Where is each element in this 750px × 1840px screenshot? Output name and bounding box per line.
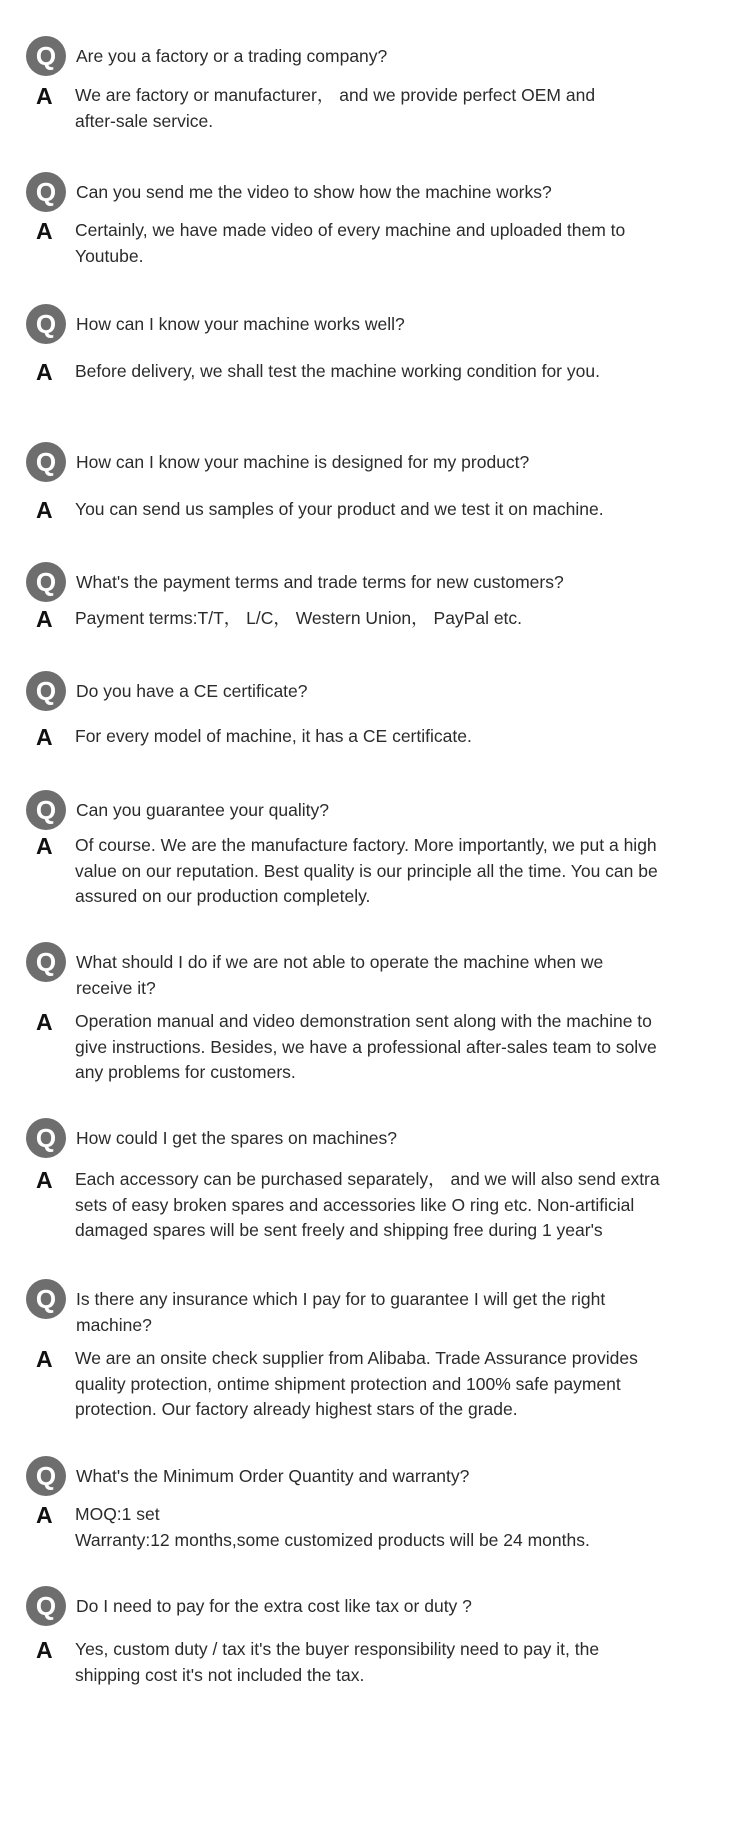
question-text: What should I do if we are not able to operate the machine when we receive it? xyxy=(76,952,604,998)
answer-mark: A xyxy=(36,1009,53,1035)
answer-text: For every model of machine, it has a CE certificate. xyxy=(75,726,472,746)
question-text: Do you have a CE certificate? xyxy=(76,681,308,701)
answer-text: Operation manual and video demonstration sent along with the machine to give instructions. Besides, we have a professional after-sales team to solve any problems for customers. xyxy=(75,1011,657,1082)
question-text: Are you a factory or a trading company? xyxy=(76,46,388,66)
question-text: What's the payment terms and trade terms for new customers? xyxy=(76,572,564,592)
question-badge-icon: Q xyxy=(26,1118,66,1158)
answer-text: Of course. We are the manufacture factory. More importantly, we put a high value on our reputation. Best quality is our principle all the time. You can be assured on our production completely. xyxy=(75,835,658,906)
question-text: How can I know your machine is designed for my product? xyxy=(76,452,530,472)
answer-text: MOQ:1 set Warranty:12 months,some customized products will be 24 months. xyxy=(75,1504,590,1550)
answer-text: You can send us samples of your product and we test it on machine. xyxy=(75,499,604,519)
answer-text: Payment terms:T/T， L/C， Western Union， PayPal etc. xyxy=(75,608,523,628)
question-badge-icon: Q xyxy=(26,671,66,711)
question-badge-icon: Q xyxy=(26,172,66,212)
question-text: Is there any insurance which I pay for to guarantee I will get the right machine? xyxy=(76,1289,606,1335)
question-badge-icon: Q xyxy=(26,942,66,982)
question-badge-icon: Q xyxy=(26,1279,66,1319)
question-text: Can you guarantee your quality? xyxy=(76,800,329,820)
answer-mark: A xyxy=(36,724,53,750)
answer-mark: A xyxy=(36,1167,53,1193)
question-badge-icon: Q xyxy=(26,1456,66,1496)
question-text: How can I know your machine works well? xyxy=(76,314,405,334)
answer-mark: A xyxy=(36,606,53,632)
answer-text: Yes, custom duty / tax it's the buyer responsibility need to pay it, the shipping cost it's not included the tax. xyxy=(75,1639,600,1685)
question-badge-icon: Q xyxy=(26,790,66,830)
answer-text: Before delivery, we shall test the machine working condition for you. xyxy=(75,361,600,381)
answer-mark: A xyxy=(36,359,53,385)
question-text: What's the Minimum Order Quantity and warranty? xyxy=(76,1466,470,1486)
answer-mark: A xyxy=(36,1502,53,1528)
answer-text: Certainly, we have made video of every machine and uploaded them to Youtube. xyxy=(75,220,626,266)
question-badge-icon: Q xyxy=(26,1586,66,1626)
answer-mark: A xyxy=(36,218,53,244)
answer-mark: A xyxy=(36,497,53,523)
answer-text: We are factory or manufacturer， and we provide perfect OEM and after-sale service. xyxy=(75,85,596,131)
answer-mark: A xyxy=(36,833,53,859)
question-text: Do I need to pay for the extra cost like tax or duty ? xyxy=(76,1596,472,1616)
question-text: How could I get the spares on machines? xyxy=(76,1128,398,1148)
question-badge-icon: Q xyxy=(26,304,66,344)
answer-mark: A xyxy=(36,1637,53,1663)
question-badge-icon: Q xyxy=(26,562,66,602)
answer-mark: A xyxy=(36,83,53,109)
answer-text: Each accessory can be purchased separately， and we will also send extra sets of easy broken spares and accessories like O ring etc. Non-artificial damaged spares will be sent freely and shipping free during 1 year's xyxy=(75,1169,660,1240)
question-badge-icon: Q xyxy=(26,442,66,482)
answer-mark: A xyxy=(36,1346,53,1372)
answer-text: We are an onsite check supplier from Alibaba. Trade Assurance provides quality protection, ontime shipment protection and 100% safe payment protection. Our factory already highest stars of the grade. xyxy=(75,1348,638,1419)
question-badge-icon: Q xyxy=(26,36,66,76)
question-text: Can you send me the video to show how the machine works? xyxy=(76,182,552,202)
